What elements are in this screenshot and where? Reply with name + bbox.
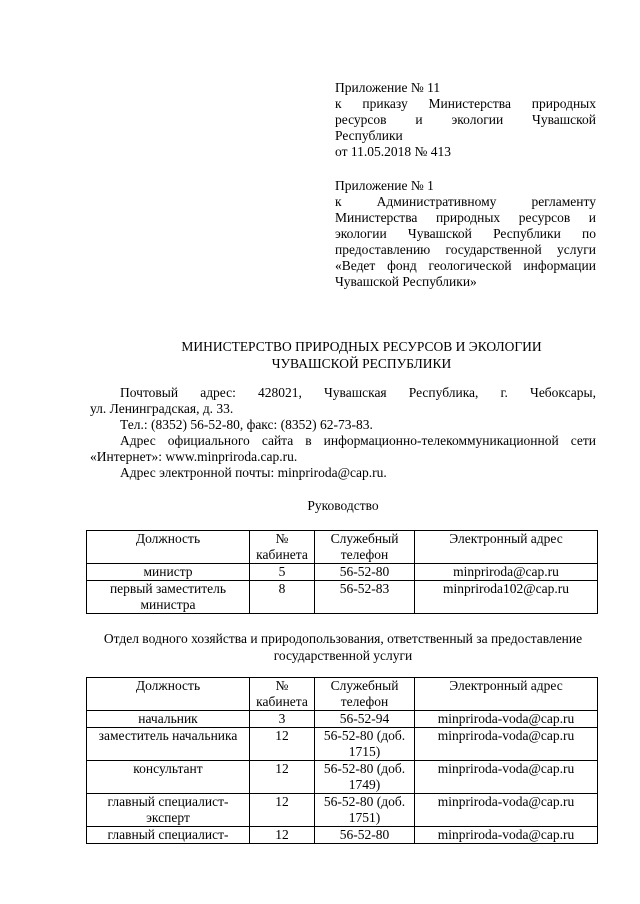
cell-email: minpriroda-voda@cap.ru [415, 761, 598, 794]
cell-office: 12 [250, 728, 315, 761]
header-phone: Служебный телефон [315, 678, 415, 711]
department-title-line-1: Отдел водного хозяйства и природопользования, ответственный за предоставление [103, 631, 583, 646]
cell-office: 12 [250, 761, 315, 794]
cell-phone: 56-52-80 (доб. 1751) [315, 794, 415, 827]
table-row [87, 728, 598, 761]
cell-position: первый заместитель министра [87, 581, 250, 614]
cell-email: minpriroda@cap.ru [415, 564, 598, 581]
cell-office: 12 [250, 827, 315, 844]
annex-1-block [335, 178, 596, 290]
table-row [87, 564, 598, 581]
cell-position: консультант [87, 761, 250, 794]
leadership-table [86, 530, 598, 614]
header-email: Электронный адрес [415, 531, 598, 564]
postal-address: Почтовый адрес: 428021, Чувашская Республика, г. Чебоксары, [120, 385, 596, 400]
table-row [87, 794, 598, 827]
table-row [87, 761, 598, 794]
leadership-title: Руководство [307, 498, 379, 513]
table-header-row [87, 678, 598, 711]
cell-position: заместитель начальника [87, 728, 250, 761]
cell-position: главный специалист- [87, 827, 250, 844]
cell-email: minpriroda-voda@cap.ru [415, 728, 598, 761]
cell-email: minpriroda-voda@cap.ru [415, 794, 598, 827]
header-email: Электронный адрес [415, 678, 598, 711]
cell-email: minpriroda102@cap.ru [415, 581, 598, 614]
header-position: Должность [87, 531, 250, 564]
department-title [90, 630, 596, 664]
postal-address-cont: ул. Ленинградская, д. 33. [90, 401, 234, 416]
cell-office: 12 [250, 794, 315, 827]
cell-email: minpriroda-voda@cap.ru [415, 827, 598, 844]
cell-office: 3 [250, 711, 315, 728]
phone-fax: Тел.: (8352) 56-52-80, факс: (8352) 62-73-83. [120, 417, 373, 432]
ministry-heading-line-2: ЧУВАШСКОЙ РЕСПУБЛИКИ [271, 356, 452, 371]
annex-11-date: от 11.05.2018 № 413 [335, 144, 451, 159]
website-address: Адрес официального сайта в информационно-телекоммуникационной сети [120, 433, 596, 448]
website-address-cont: «Интернет»: www.minpriroda.cap.ru. [90, 449, 298, 464]
annex-11-text: к приказу Министерства природных ресурсов и экологии Чувашской [335, 96, 596, 127]
ministry-heading-line-1: МИНИСТЕРСТВО ПРИРОДНЫХ РЕСУРСОВ И ЭКОЛОГИИ [181, 339, 542, 354]
cell-phone: 56-52-83 [315, 581, 415, 614]
cell-phone: 56-52-80 (доб. 1749) [315, 761, 415, 794]
header-office: № кабинета [250, 531, 315, 564]
email-address: Адрес электронной почты: minpriroda@cap.ru. [120, 465, 387, 480]
ministry-heading [100, 338, 623, 372]
table-row [87, 711, 598, 728]
annex-11-block [335, 80, 596, 160]
annex-11-title: Приложение № 11 [335, 80, 441, 95]
annex-1-text-end: Чувашской Республики» [335, 274, 477, 289]
cell-phone: 56-52-80 (доб. 1715) [315, 728, 415, 761]
cell-phone: 56-52-80 [315, 564, 415, 581]
department-title-line-2: государственной услуги [273, 648, 413, 663]
cell-position: министр [87, 564, 250, 581]
table-row [87, 827, 598, 844]
cell-phone: 56-52-80 [315, 827, 415, 844]
annex-11-text-end: Республики [335, 128, 403, 143]
cell-office: 8 [250, 581, 315, 614]
cell-phone: 56-52-94 [315, 711, 415, 728]
annex-1-title: Приложение № 1 [335, 178, 434, 193]
header-phone: Служебный телефон [315, 531, 415, 564]
header-office: № кабинета [250, 678, 315, 711]
header-position: Должность [87, 678, 250, 711]
annex-1-text: к Административному регламенту Министерства природных ресурсов и экологии Чувашской Республики по предоставлению государственной услуги «Ведет фонд геологической информации [335, 194, 596, 273]
contacts-block [90, 385, 596, 481]
cell-office: 5 [250, 564, 315, 581]
cell-position: главный специалист-эксперт [87, 794, 250, 827]
table-row [87, 581, 598, 614]
table-header-row [87, 531, 598, 564]
cell-position: начальник [87, 711, 250, 728]
cell-email: minpriroda-voda@cap.ru [415, 711, 598, 728]
department-table [86, 677, 598, 844]
